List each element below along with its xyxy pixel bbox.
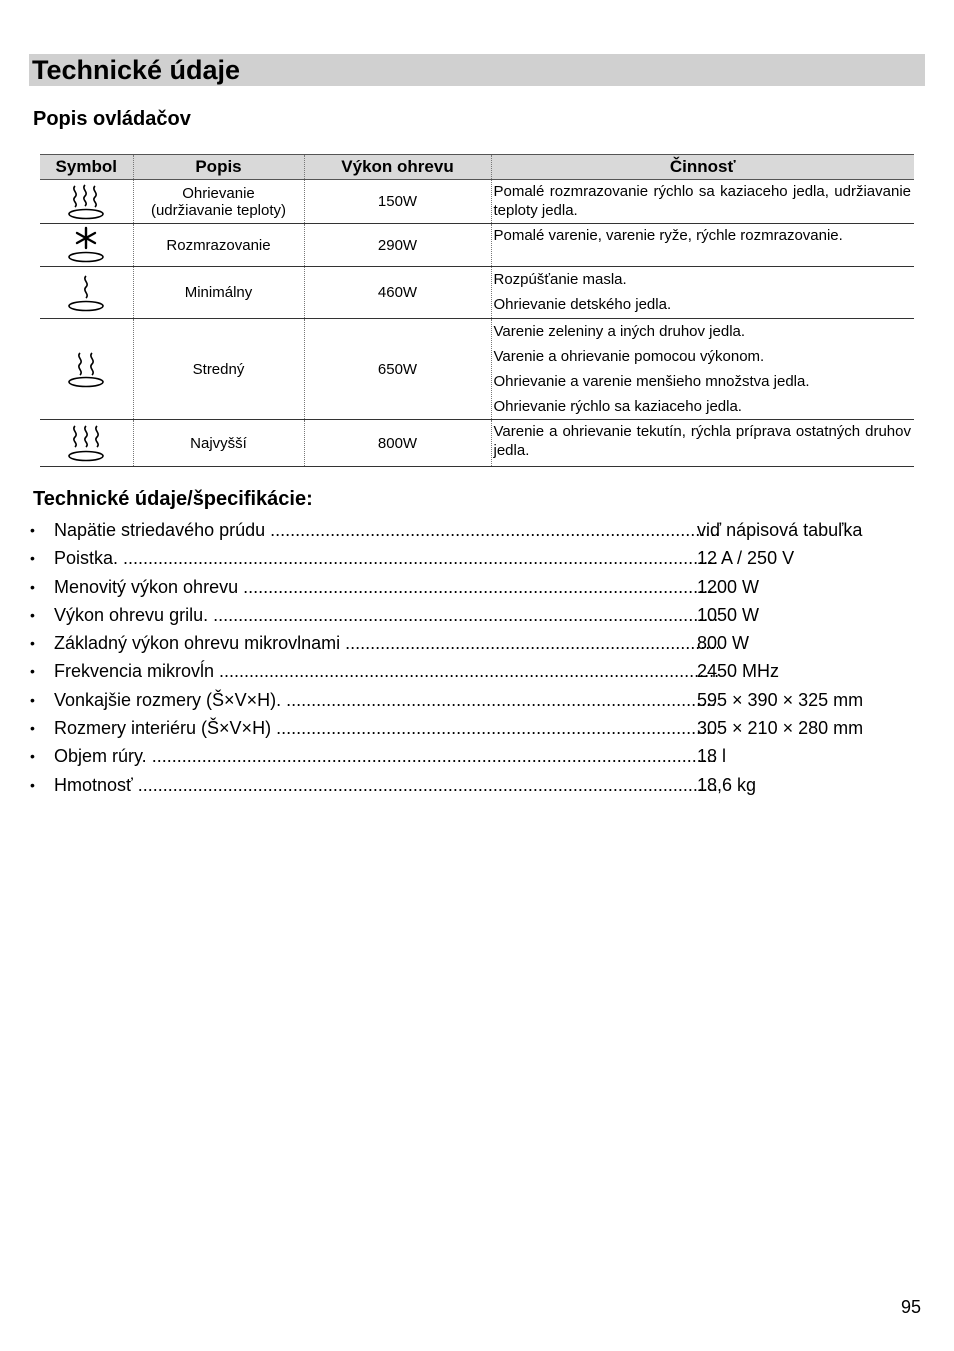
list-item: [30, 573, 890, 601]
popis-cell: [133, 180, 304, 224]
two-wavy-lines-over-dish-icon: [66, 349, 106, 389]
spec-label: Výkon ohrevu grilu. .....: [54, 601, 718, 629]
bullet: •: [30, 522, 35, 538]
bullet: •: [30, 776, 35, 793]
symbol-cell: [40, 267, 133, 319]
column-header-cinnost: Činnosť: [491, 155, 914, 180]
table-row: [40, 420, 914, 467]
vykon-cell: 460W: [304, 267, 491, 319]
table-row: [40, 267, 914, 319]
cinnost-text: Varenie zeleniny a iných druhov jedla.: [493, 323, 746, 340]
table-row: [40, 180, 914, 224]
popis-cell: Minimálny: [133, 267, 304, 319]
symbol-cell: [40, 180, 133, 224]
symbol-cell: [40, 224, 133, 267]
symbol-cell: [40, 319, 133, 420]
cinnost-text: Pomalé varenie, varenie ryže, rýchle rozmrazovanie.: [493, 227, 843, 244]
specs-list: [30, 516, 890, 799]
cinnost-text: Ohrievanie rýchlo sa kaziaceho jedla.: [493, 398, 742, 415]
cinnost-text: Varenie a ohrievanie tekutín, rýchla príprava ostatných druhov jedla.: [493, 423, 911, 459]
table-row: [40, 224, 914, 267]
spec-value: 18 l: [697, 746, 727, 767]
cinnost-text: Varenie a ohrievanie pomocou výkonom.: [493, 348, 765, 365]
spec-label: Vonkajšie rozmery (Š×V×H). .....: [54, 686, 718, 714]
spec-label: Poistka. .....: [54, 544, 718, 572]
spec-label: Rozmery interiéru (Š×V×H) .....: [54, 714, 718, 742]
bullet: •: [30, 720, 35, 737]
spec-value: 18,6 kg: [697, 774, 757, 795]
spec-value: 595 × 390 × 325 mm: [697, 689, 864, 710]
spec-value: viď nápisová tabuľka: [697, 520, 863, 540]
spec-value: 12 A / 250 V: [697, 548, 795, 569]
page-number: 95: [901, 1297, 922, 1317]
vykon-cell: 290W: [304, 224, 491, 267]
popis-cell: Rozmrazovanie: [133, 224, 304, 267]
spec-value: 305 × 210 × 280 mm: [697, 718, 864, 739]
bullet: •: [30, 691, 35, 708]
list-item: [30, 771, 890, 799]
list-item: [30, 657, 890, 685]
popis-cell: Najvyšší: [133, 420, 304, 467]
list-item: [30, 686, 890, 714]
column-header-popis: Popis: [133, 155, 304, 180]
list-item: [30, 629, 890, 657]
three-wavy-lines-over-dish-icon: [66, 423, 106, 463]
snowflake-over-dish-icon: [66, 226, 106, 264]
table-row: [40, 319, 914, 420]
cinnost-text: Rozpúšťanie masla.: [493, 271, 627, 288]
spec-label: Frekvencia mikrovĺn .....: [54, 657, 718, 685]
controls-table: [40, 154, 914, 467]
page-title: Technické údaje: [32, 55, 241, 85]
bullet: •: [30, 578, 35, 595]
list-item: [30, 601, 890, 629]
spec-label: Základný výkon ohrevu mikrovlnami .....: [54, 629, 718, 657]
cinnost-cell: [491, 224, 914, 267]
vykon-cell: 650W: [304, 319, 491, 420]
column-header-vykon: Výkon ohrevu: [304, 155, 491, 180]
spec-label: Objem rúry. .....: [54, 742, 718, 770]
spec-label: Hmotnosť .....: [54, 771, 718, 799]
bullet: •: [30, 550, 35, 567]
vykon-cell: 150W: [304, 180, 491, 224]
vykon-cell: 800W: [304, 420, 491, 467]
spec-value: 1200 W: [697, 576, 760, 597]
cinnost-cell: [491, 267, 914, 319]
table-header-row: [40, 155, 914, 180]
spec-value: 1050 W: [697, 604, 760, 625]
bullet: •: [30, 748, 35, 765]
list-item: [30, 516, 890, 544]
bullet: •: [30, 635, 35, 652]
spec-label: Menovitý výkon ohrevu .....: [54, 573, 718, 601]
cinnost-text: Ohrievanie detského jedla.: [493, 296, 672, 313]
cinnost-text: Pomalé rozmrazovanie rýchlo sa kaziaceho jedla, udržiavanie teploty jedla.: [493, 183, 911, 219]
popis-text-sub: (udržiavanie teploty): [150, 201, 287, 219]
bullet: •: [30, 606, 35, 623]
controls-heading: Popis ovládačov: [33, 108, 191, 130]
cinnost-cell: [491, 319, 914, 420]
list-item: [30, 714, 890, 742]
list-item: [30, 742, 890, 770]
popis-text: Ohrievanie: [182, 184, 255, 202]
spec-value: 800 W: [697, 633, 750, 654]
list-item: [30, 544, 890, 572]
symbol-cell: [40, 420, 133, 467]
cinnost-text: Ohrievanie a varenie menšieho množstva jedla.: [493, 373, 810, 390]
popis-cell: Stredný: [133, 319, 304, 420]
cinnost-cell: [491, 420, 914, 467]
page-title-bar: [29, 54, 925, 86]
cinnost-cell: [491, 180, 914, 224]
bullet: •: [30, 663, 35, 680]
specs-heading: Technické údaje/špecifikácie:: [33, 488, 313, 510]
three-wavy-lines-over-dish-icon: [66, 183, 106, 221]
column-header-symbol: Symbol: [40, 155, 133, 180]
spec-value: 2450 MHz: [697, 661, 780, 682]
one-wavy-line-over-dish-icon: [66, 273, 106, 313]
spec-label: Napätie striedavého prúdu .....: [54, 516, 718, 544]
